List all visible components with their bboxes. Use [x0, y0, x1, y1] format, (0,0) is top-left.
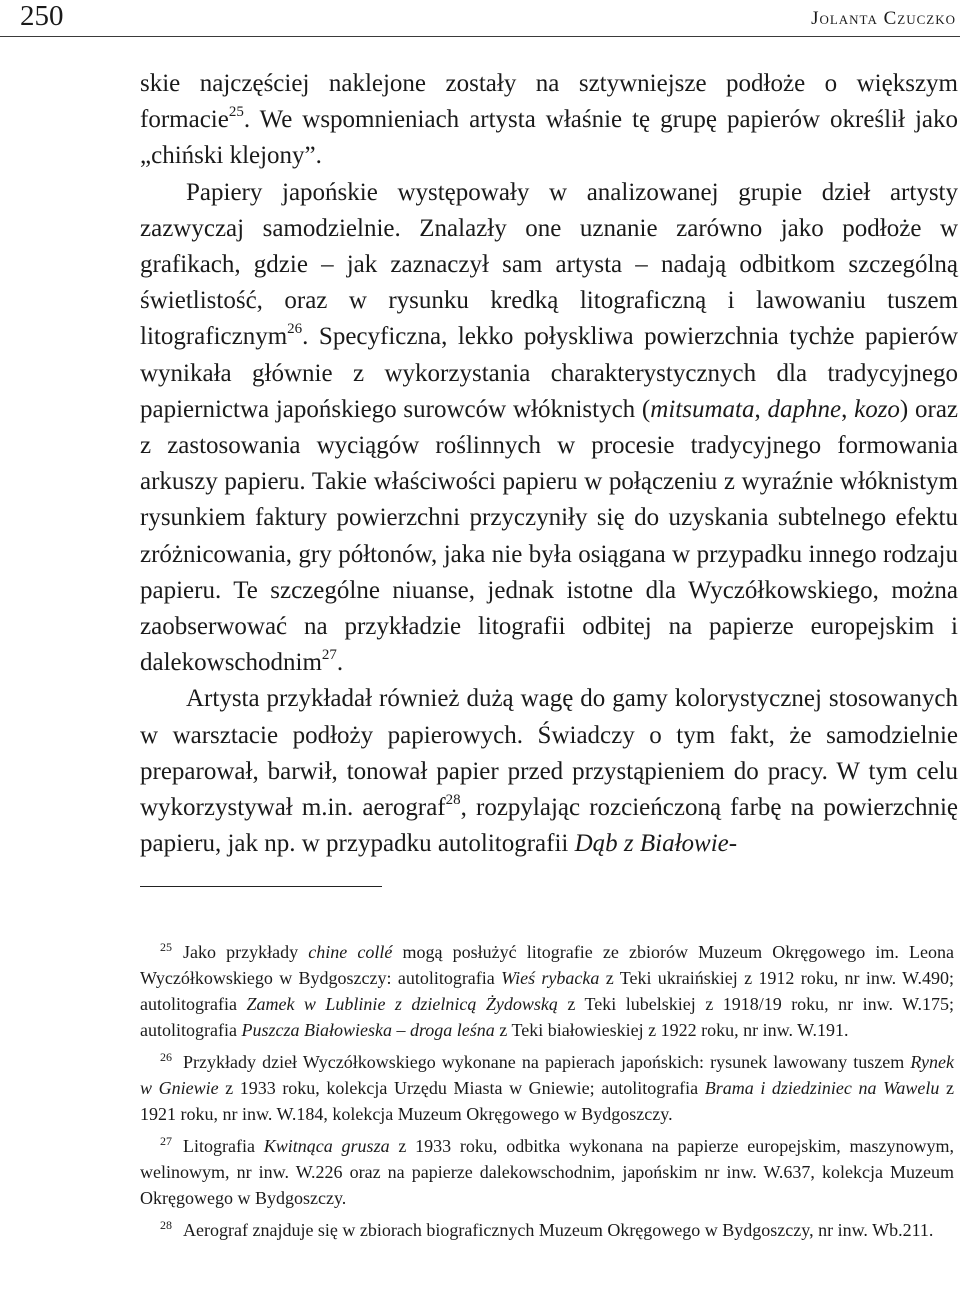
- italic-title: chine collé: [308, 942, 393, 962]
- paragraph-2: [140, 175, 958, 682]
- italic-term: kozo: [854, 395, 900, 423]
- footnote-27: [140, 1128, 954, 1211]
- footnote-number: 25: [160, 940, 172, 954]
- footnote-number: 28: [160, 1218, 172, 1232]
- text-run: z 1921 roku, nr inw. W.184, kolekcja Muzeum Okręgowego w Bydgoszczy.: [140, 1078, 954, 1124]
- footnote-ref-27: 27: [321, 647, 337, 664]
- running-head-author: Jolanta Czuczko: [811, 8, 956, 29]
- text-run: Litografia: [183, 1136, 264, 1156]
- page-number: 250: [20, 0, 64, 32]
- text-run: . Specyficzna, lekko połyskliwa powierzchnia tychże papierów wynikała głównie z wykorzystania charakterystycznych dla tradycyjnego papiernictwa japońskiego surowców włóknistych (: [140, 323, 958, 423]
- text-run: Jako przykłady: [183, 942, 309, 962]
- italic-term: mitsumata: [650, 395, 755, 423]
- text-run: . We wspomnieniach artysta właśnie tę grupę papierów określił jako „chiński klejony”.: [140, 106, 958, 170]
- footnotes: [140, 934, 954, 1243]
- italic-term: daphne: [767, 395, 842, 423]
- main-text: [140, 66, 958, 862]
- text-run: z Teki białowieskiej z 1922 roku, nr inw. W.191.: [494, 1020, 849, 1040]
- text-run: .: [336, 649, 344, 677]
- text-run: ,: [841, 395, 855, 423]
- text-run: , rozpylając rozcieńczoną farbę na powierzchnię papieru, jak np. w przypadku autolitografii: [140, 794, 959, 858]
- text-run: z 1933 roku, kolekcja Urzędu Miasta w Gniewie; autolitografia: [218, 1078, 705, 1098]
- text-run: z Teki ukraińskiej z 1912 roku, nr inw. W.490; autolitografia: [140, 968, 954, 1014]
- footnote-number: 26: [160, 1050, 172, 1064]
- text-run: z 1933 roku, odbitka wykonana na papierze europejskim, maszynowym, welinowym, nr inw. W.226 oraz na papierze dalekowschodnim, japońskim nr inw. W.637, kolekcja Muzeum Okręgowego w Bydgoszczy.: [140, 1136, 955, 1208]
- text-run: Przykłady dzieł Wyczółkowskiego wykonane na papierach japońskich: rysunek lawowany tuszem: [183, 1052, 911, 1072]
- italic-title: Puszcza Białowieska – droga leśna: [241, 1020, 495, 1040]
- footnote-ref-25: 25: [228, 104, 244, 121]
- italic-title: Zamek w Lublinie z dzielnicą Żydowską: [246, 994, 558, 1014]
- footnote-number: 27: [160, 1134, 172, 1148]
- paragraph-1: [140, 66, 958, 175]
- text-run: ) oraz z zastosowania wyciągów roślinnych w procesie tradycyjnego formowania arkuszy papieru. Takie właściwości papieru w połączeniu z wyraźnie włóknistym rysunkiem faktury powierzchni przyczyniły się do uzyskania subtelnego efektu zróżnicowania, gry półtonów, jaka nie była osiągana w przypadku innego rodzaju papieru. Te szczególne niuanse, jednak istotne dla Wyczółkowskiego, można zaobserwować na przykładzie litografii odbitej na papierze europejskim i dalekowschodnim: [140, 395, 959, 677]
- text-run: skie najczęściej naklejone zostały na sztywniejsze podłoże o większym formacie: [140, 70, 958, 134]
- italic-title: Dąb z Białowie-: [574, 830, 738, 858]
- italic-title: Kwitnąca grusza: [263, 1136, 390, 1156]
- page-header: [0, 0, 960, 37]
- text-run: Artysta przykładał również dużą wagę do gamy kolorystycznej stosowanych w warsztacie podłoży papierowych. Świadczy o tym fakt, że samodzielnie preparował, barwił, tonował papier przed przystąpieniem do pracy. W tym celu wykorzystywał m.in. aerograf: [140, 685, 958, 822]
- text-run: ,: [754, 395, 768, 423]
- text-run: Papiery japońskie występowały w analizowanej grupie dzieł artysty zazwyczaj samodzielnie. Znalazły one uznanie zarówno jako podłoże w grafikach, gdzie – jak zaznaczył sam artysta – nadają odbitkom szczególną świetlistość, oraz w rysunku kredką litograficzną i lawowaniu tuszem litograficznym: [140, 178, 958, 351]
- italic-title: Wieś rybacka: [501, 968, 600, 988]
- italic-title: Brama i dziedziniec na Wawelu: [704, 1078, 940, 1098]
- text-run: mogą posłużyć litografie ze zbiorów Muzeum Okręgowego im. Leona Wyczółkowskiego w Bydgoszczy: autolitografia: [140, 942, 955, 988]
- footnote-ref-28: 28: [445, 792, 461, 809]
- footnote-separator: [140, 886, 382, 887]
- footnote-25: [140, 934, 954, 1043]
- italic-title: Rynek w Gniewie: [140, 1052, 954, 1098]
- paragraph-3: [140, 681, 958, 862]
- footnote-ref-26: 26: [287, 321, 303, 338]
- text-run: z Teki lubelskiej z 1918/19 roku, nr inw. W.175; autolitografia: [140, 994, 954, 1040]
- footnote-26: [140, 1044, 954, 1127]
- footnote-28: [140, 1212, 954, 1243]
- text-run: Aerograf znajduje się w zbiorach biograficznych Muzeum Okręgowego w Bydgoszczy, nr inw. Wb.211.: [183, 1220, 934, 1240]
